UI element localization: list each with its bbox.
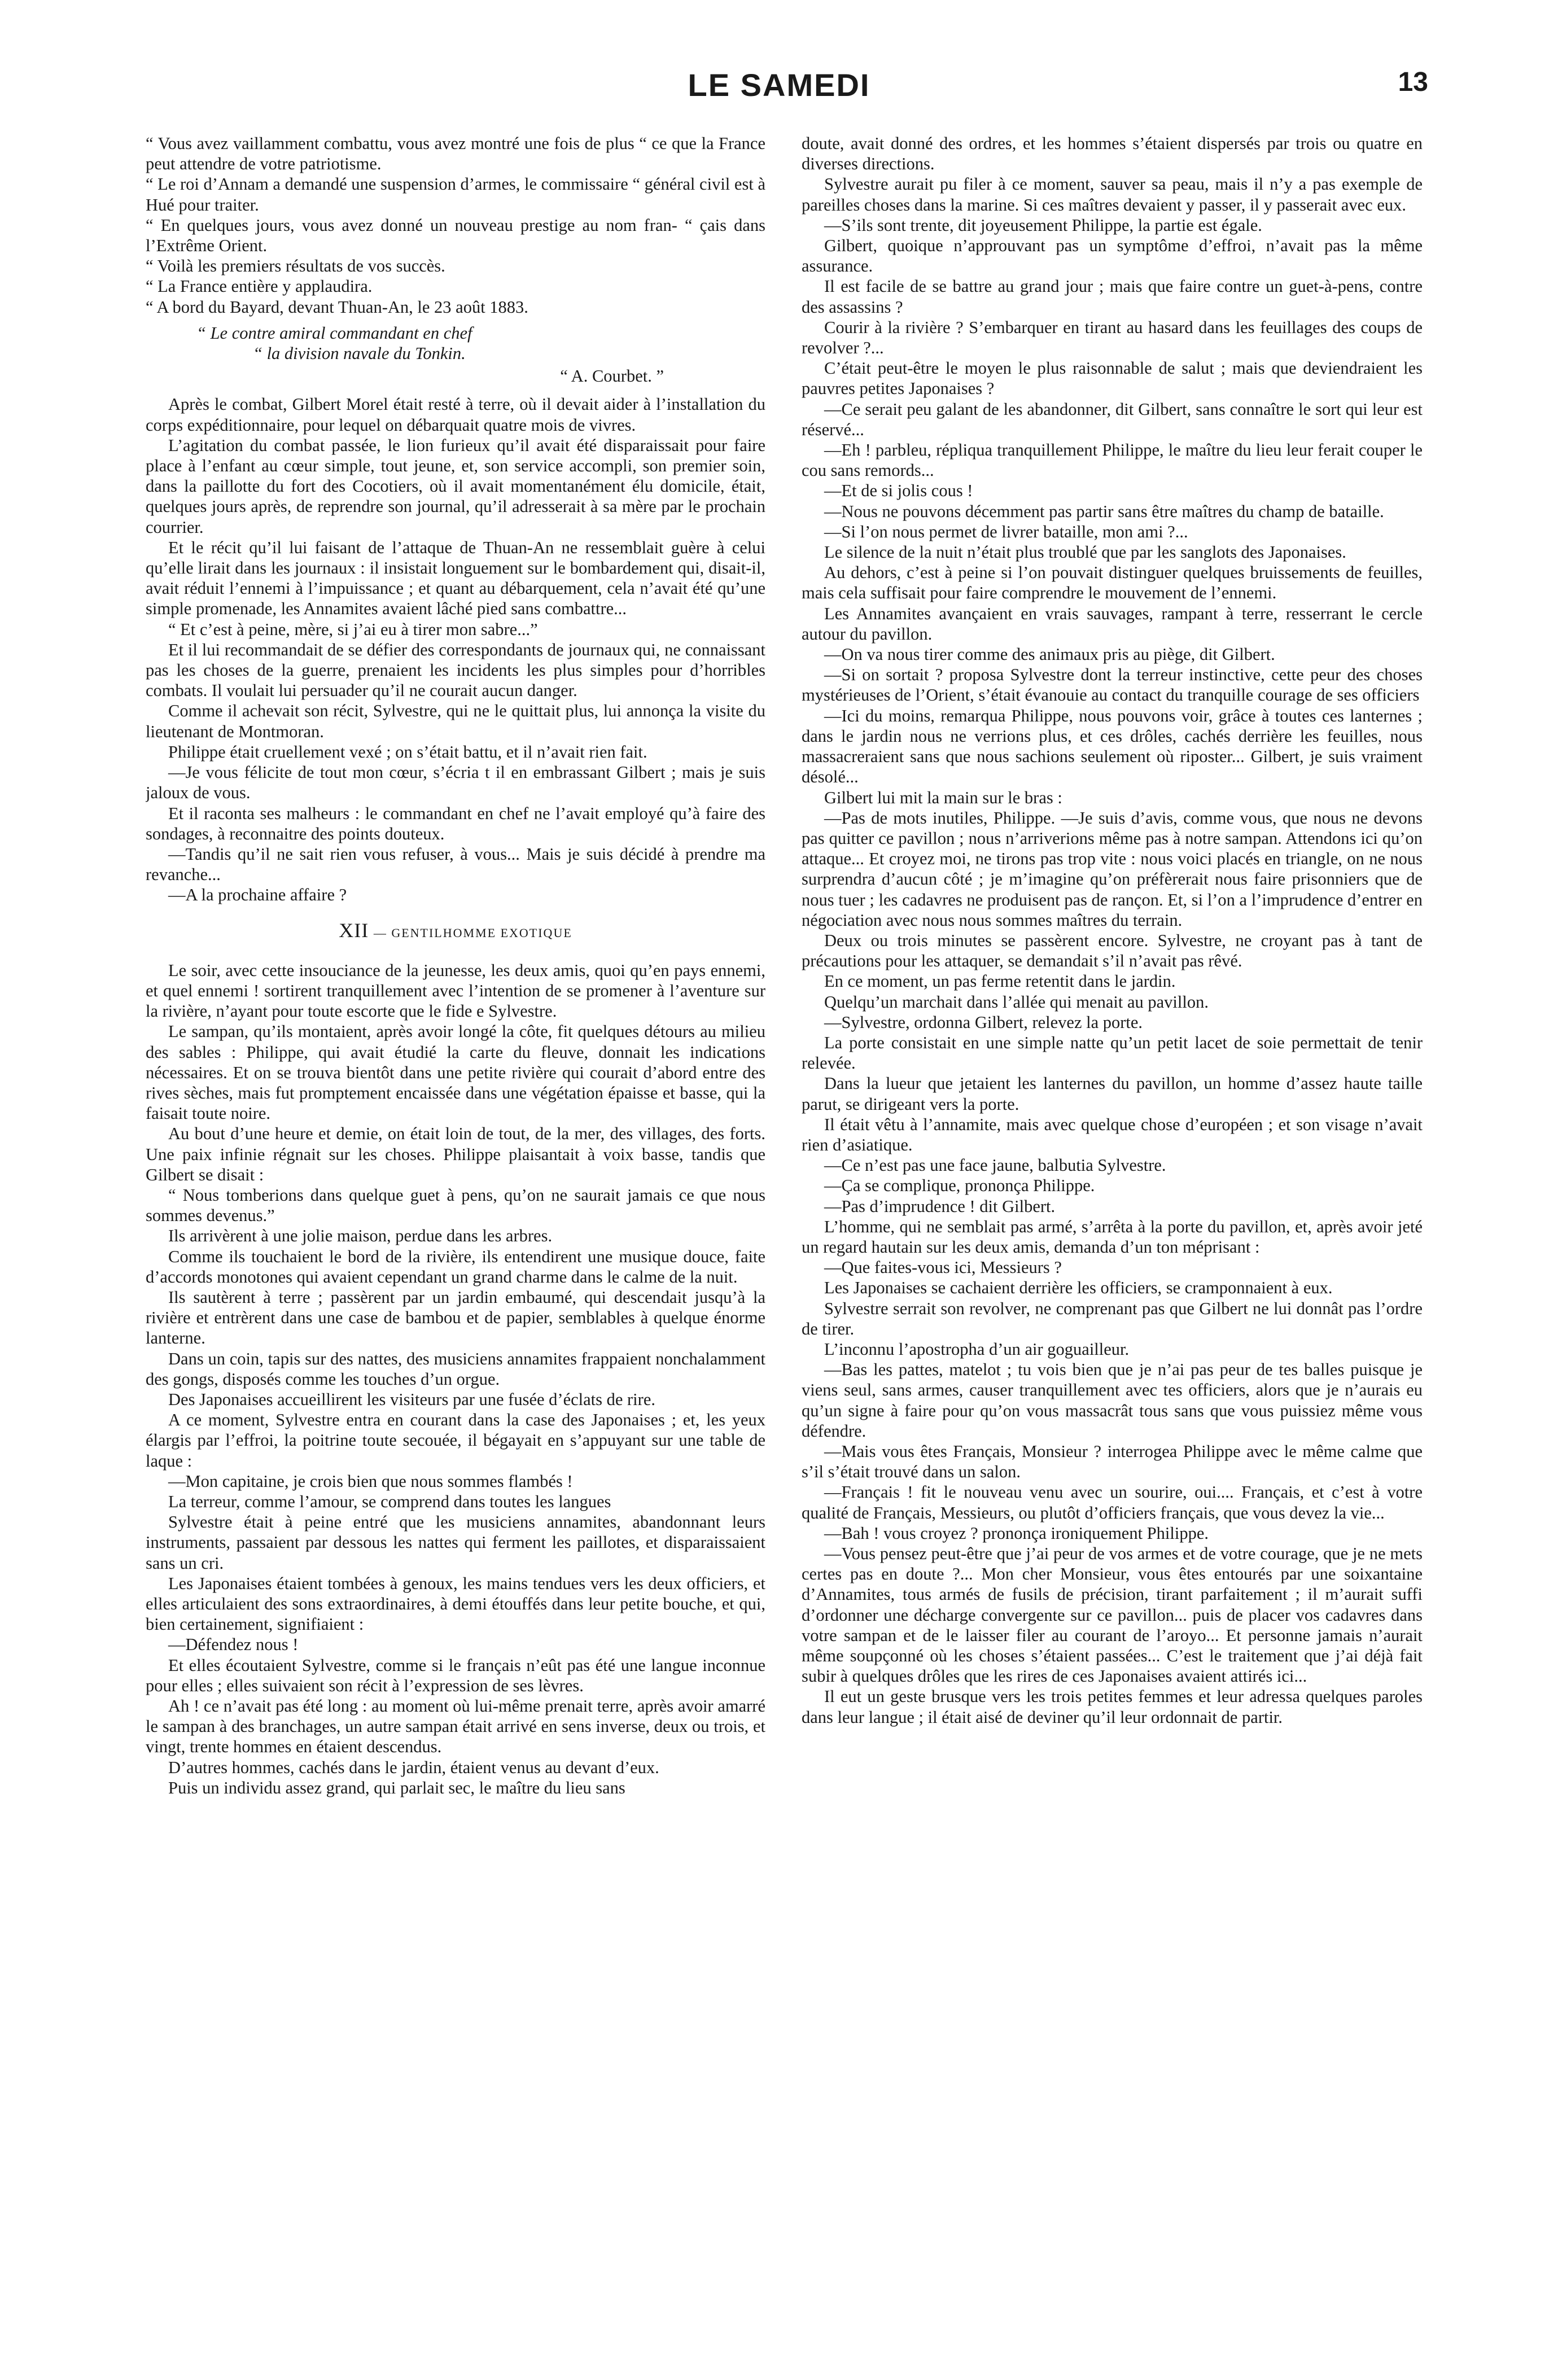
paragraph: Philippe était cruellement vexé ; on s’était battu, et il n’avait rien fait.	[168, 742, 647, 762]
paragraph: Et il raconta ses malheurs : le commandant en chef ne l’avait employé qu’à faire des sondages, à reconnaitre des points douteux.	[146, 803, 765, 843]
masthead: LE SAMEDI	[688, 67, 870, 103]
signature-title-line: “ Le contre amiral commandant en chef	[196, 323, 472, 343]
paragraph: —S’ils sont trente, dit joyeusement Philippe, la partie est égale.	[824, 215, 1262, 235]
paragraph: —Si on sortait ? proposa Sylvestre dont la terreur instinctive, cette peur des choses mystérieuses de l’Orient, s’était évanouie au contact du tranquille courage de ses officiers	[802, 665, 1423, 705]
paragraph: Il eut un geste brusque vers les trois petites femmes et leur adressa quelques paroles dans leur langue ; il était aisé de deviner qu’il leur ordonnait de partir.	[802, 1687, 1423, 1727]
paragraph: Il était vêtu à l’annamite, mais avec quelque chose d’européen ; et son visage n’avait rien d’asiatique.	[802, 1114, 1423, 1154]
paragraph: doute, avait donné des ordres, et les hommes s’étaient dispersés par trois ou quatre en diverses directions.	[802, 134, 1423, 174]
paragraph: L’inconnu l’apostropha d’un air goguailleur.	[824, 1339, 1130, 1359]
paragraph: Et il lui recommandait de se défier des correspondants de journaux qui, ne connaissant pas les choses de la guerre, prenaient les incidents les plus simples pour d’horribles combats. Il voulait lui persuader qu’il ne courait aucun danger.	[146, 640, 765, 701]
paragraph: —Vous pensez peut-être que j’ai peur de vos armes et de votre courage, que je ne mets certes pas en doute ?... Mon cher Monsieur, vous êtes entourés par une soixantaine d’Annamites, tous armés de fusils de précision, tirant parfaitement ; il m’aurait suffi d’ordonner une décharge convergente sur ce pavillon... puis de placer vos cadavres dans votre sampan et de le laisser filer au courant de l’aroyo... Et personne jamais n’aurait même soupçonné où les choses s’étaient passées... C’est le traitement que j’ai déjà fait subir à quelques drôles que les rires de ces Japonaises avaient attirés ici...	[802, 1544, 1423, 1686]
paragraph: —A la prochaine affaire ?	[168, 885, 347, 905]
dispatch-quote-line: “ A bord du Bayard, devant Thuan-An, le 23 août 1883.	[146, 297, 528, 317]
paragraph: Le sampan, qu’ils montaient, après avoir longé la côte, fit quelques détours au milieu des sables : Philippe, qui avait étudié la carte du fleuve, donnait les indications nécessaires. Et on se trouva bientôt dans une petite rivière qui courait d’abord entre des rives sèches, mais fut promptement encaissée dans une végétation épaisse et basse, qui la faisait toute noire.	[146, 1022, 765, 1123]
paragraph: —Que faites-vous ici, Messieurs ?	[824, 1258, 1062, 1278]
chapter-heading	[146, 920, 765, 943]
paragraph: —On va nous tirer comme des animaux pris au piège, dit Gilbert.	[824, 645, 1275, 664]
story-section-c	[802, 133, 1423, 1727]
paragraph: Sylvestre serrait son revolver, ne comprenant pas que Gilbert ne lui donnât pas l’ordre de tirer.	[802, 1298, 1423, 1338]
paragraph: Ils sautèrent à terre ; passèrent par un jardin embaumé, qui descendait jusqu’à la rivière et entrèrent dans une case de bambou et de papier, semblables à quelque énorme lanterne.	[146, 1287, 765, 1348]
paragraph: Et le récit qu’il lui faisant de l’attaque de Thuan-An ne ressemblait guère à celui qu’elle lirait dans les journaux : il insistait longuement sur le bombardement qui, disait-il, avait réduit l’ennemi à l’impuissance ; et quant au débarquement, cela n’avait été qu’une simple promenade, les Annamites avaient lâché pied sans combattre...	[146, 537, 765, 619]
paragraph: Il est facile de se battre au grand jour ; mais que faire contre un guet-à-pens, contre des assassins ?	[802, 277, 1423, 317]
page-header	[130, 67, 1428, 112]
paragraph: —Ça se complique, prononça Philippe.	[824, 1176, 1095, 1196]
paragraph: Ils arrivèrent à une jolie maison, perdue dans les arbres.	[168, 1226, 553, 1246]
paragraph: —Pas de mots inutiles, Philippe. —Je suis d’avis, comme vous, que nous ne devons pas quitter ce pavillon ; nous n’arriverions même pas à notre sampan. Attendons ici qu’on attaque... Et croyez moi, ne tirons pas trop vite : nous voici placés en triangle, on ne nous surprendra d’aucun côté ; je m’imagine qu’on préfèrerait nous faire prisonniers que de nous tuer ; les cadavres ne produisent pas de rançon. Et, si l’on a l’imprudence d’entrer en négociation avec nous nous sommes maîtres du terrain.	[802, 808, 1423, 930]
paragraph: —Bas les pattes, matelot ; tu vois bien que je n’ai pas peur de tes balles puisque je viens seul, sans armes, causer tranquillement avec tes officiers, alors que je n’aurais eu qu’un signe à faire pour qu’on vous massacrât tous sans que vous puissiez même vous défendre.	[802, 1360, 1423, 1441]
paragraph: Sylvestre aurait pu filer à ce moment, sauver sa peau, mais il n’y a pas exemple de pareilles choses dans la marine. Si ces maîtres devaient y passer, il y passerait avec eux.	[802, 174, 1423, 215]
paragraph: La porte consistait en une simple natte qu’un petit lacet de soie permettait de tenir relevée.	[802, 1032, 1423, 1073]
paragraph: L’homme, qui ne semblait pas armé, s’arrêta à la porte du pavillon, et, après avoir jeté un regard hautain sur les deux amis, demanda d’un ton méprisant :	[802, 1217, 1423, 1257]
paragraph: Les Japonaises se cachaient derrière les officiers, se cramponnaient à eux.	[824, 1278, 1333, 1298]
paragraph: Et elles écoutaient Sylvestre, comme si le français n’eût pas été une langue inconnue pour elles ; elles suivaient son récit à l’expression de ses lèvres.	[146, 1655, 765, 1695]
paragraph: Dans un coin, tapis sur des nattes, des musiciens annamites frappaient nonchalamment des gongs, disposés comme les touches d’un orgue.	[146, 1349, 765, 1389]
paragraph: A ce moment, Sylvestre entra en courant dans la case des Japonaises ; et, les yeux élargis par l’effroi, la poitrine toute secouée, il bégayait en s’appuyant sur une table de laque :	[146, 1410, 765, 1471]
paragraph: —Pas d’imprudence ! dit Gilbert.	[824, 1196, 1056, 1216]
paragraph: Le silence de la nuit n’était plus troublé que par les sanglots des Japonaises.	[824, 542, 1346, 562]
paragraph: —Sylvestre, ordonna Gilbert, relevez la porte.	[824, 1012, 1143, 1032]
dispatch-quote-line: “ Voilà les premiers résultats de vos succès.	[146, 256, 445, 276]
paragraph: —Défendez nous !	[168, 1635, 299, 1655]
paragraph: “ Et c’est à peine, mère, si j’ai eu à tirer mon sabre...”	[168, 619, 538, 639]
paragraph: “ Nous tomberions dans quelque guet à pens, qu’on ne saurait jamais ce que nous sommes devenus.”	[146, 1185, 765, 1226]
paragraph: —Si l’on nous permet de livrer bataille, mon ami ?...	[824, 522, 1188, 541]
paragraph: —Français ! fit le nouveau venu avec un sourire, oui.... Français, et c’est à votre qualité de Français, Messieurs, ou plutôt d’officiers français, que vous devez la vie...	[802, 1482, 1423, 1523]
page-number: 13	[1398, 67, 1428, 97]
paragraph: —Ce n’est pas une face jaune, balbutia Sylvestre.	[824, 1156, 1166, 1175]
paragraph: La terreur, comme l’amour, se comprend dans toutes les langues	[168, 1492, 611, 1511]
paragraph: Des Japonaises accueillirent les visiteurs par une fusée d’éclats de rire.	[168, 1389, 655, 1409]
paragraph: —Ce serait peu galant de les abandonner, dit Gilbert, sans connaître le sort qui leur est réservé...	[802, 399, 1423, 439]
paragraph: Les Japonaises étaient tombées à genoux, les mains tendues vers les deux officiers, et elles articulaient des sons extraordinaires, à demi étouffés dans leur petite bouche, et qui, bien certainement, signifiaient :	[146, 1573, 765, 1634]
paragraph: —Bah ! vous croyez ? prononça ironiquement Philippe.	[824, 1523, 1209, 1543]
paragraph: Deux ou trois minutes se passèrent encore. Sylvestre, ne croyant pas à tant de précautions pour les attaquer, se demandait s’il n’avait pas rêvé.	[802, 930, 1423, 971]
paragraph: —Mon capitaine, je crois bien que nous sommes flambés !	[168, 1471, 573, 1491]
paragraph: Sylvestre était à peine entré que les musiciens annamites, abandonnant leurs instruments, passaient par dessous les nattes qui ferment les paillotes, et disparaissaient sans un cri.	[146, 1512, 765, 1573]
paragraph: —Eh ! parbleu, répliqua tranquillement Philippe, le maître du lieu leur ferait couper le cou sans remords...	[802, 440, 1423, 480]
paragraph: Comme ils touchaient le bord de la rivière, ils entendirent une musique douce, faite d’accords monotones qui avaient cependant un grand charme dans le calme de la nuit.	[146, 1246, 765, 1287]
paragraph: Au bout d’une heure et demie, on était loin de tout, de la mer, des villages, des forts. Une paix infinie régnait sur les choses. Philippe plaisantait à voix basse, tandis que Gilbert se disait :	[146, 1124, 765, 1184]
paragraph: —Ici du moins, remarqua Philippe, nous pouvons voir, grâce à toutes ces lanternes ; dans le jardin nous ne verrions plus, et ces drôles, cachés derrière les feuilles, nous massacreraient sans que nous sachions seulement où riposter... Gilbert, je suis vraiment désolé...	[802, 706, 1423, 787]
paragraph: —Nous ne pouvons décemment pas partir sans être maîtres du champ de bataille.	[824, 501, 1384, 521]
paragraph: C’était peut-être le moyen le plus raisonnable de salut ; mais que deviendraient les pauvres petites Japonaises ?	[802, 358, 1423, 399]
paragraph: —Je vous félicite de tout mon cœur, s’écria t il en embrassant Gilbert ; mais je suis jaloux de vous.	[146, 763, 765, 803]
dispatch-quote-line: “ La France entière y applaudira.	[146, 277, 373, 296]
signature-division-line: “ la division navale du Tonkin.	[253, 344, 466, 364]
paragraph: Puis un individu assez grand, qui parlait sec, le maître du lieu sans	[168, 1778, 625, 1797]
paragraph: L’agitation du combat passée, le lion furieux qu’il avait été disparaissait pour faire place à l’enfant au cœur simple, tout jeune, et, son service accompli, son premier soin, dans la paillotte du fort des Cocotiers, où il avait momentanément élu domicile, était, quelques jours après, de reprendre son journal, qu’il adresserait à sa mère par le prochain courrier.	[146, 435, 765, 537]
story-section-b	[146, 960, 765, 1798]
dispatch-quote	[146, 133, 765, 317]
paragraph: Comme il achevait son récit, Sylvestre, qui ne le quittait plus, lui annonça la visite du lieutenant de Montmoran.	[146, 701, 765, 741]
right-column	[802, 133, 1423, 2335]
paragraph: Dans la lueur que jetaient les lanternes du pavillon, un homme d’assez haute taille parut, se dirigeant vers la porte.	[802, 1074, 1423, 1114]
paragraph: Quelqu’un marchait dans l’allée qui menait au pavillon.	[824, 992, 1209, 1012]
paragraph: Le soir, avec cette insouciance de la jeunesse, les deux amis, quoi qu’en pays ennemi, et quel ennemi ! sortirent tranquillement avec l’intention de se promener à l’aventure sur la rivière, n’ayant pour toute escorte que le fide e Sylvestre.	[146, 960, 765, 1021]
paragraph: Ah ! ce n’avait pas été long : au moment où lui-même prenait terre, après avoir amarré le sampan à des branchages, un autre sampan était arrivé en sens inverse, deux ou trois, et vingt, trente hommes en étaient descendus.	[146, 1696, 765, 1757]
paragraph: Gilbert, quoique n’approuvant pas un symptôme d’effroi, n’avait pas la même assurance.	[802, 236, 1423, 276]
left-column	[146, 133, 765, 2335]
story-section-a	[146, 394, 765, 905]
paragraph: —Mais vous êtes Français, Monsieur ? interrogea Philippe avec le même calme que s’il s’était trouvé dans un salon.	[802, 1442, 1423, 1482]
signature-name: “ A. Courbet. ”	[560, 366, 664, 386]
paragraph: Courir à la rivière ? S’embarquer en tirant au hasard dans les feuillages des coups de revolver ?...	[802, 317, 1423, 358]
paragraph: Gilbert lui mit la main sur le bras :	[824, 788, 1062, 807]
dispatch-quote-line: “ Le roi d’Annam a demandé une suspension d’armes, le commissaire “ général civil est à Hué pour traiter.	[146, 174, 765, 215]
paragraph: Au dehors, c’est à peine si l’on pouvait distinguer quelques bruissements de feuilles, mais cela suffisait pour faire comprendre le mouvement de l’ennemi.	[802, 563, 1423, 603]
paragraph: —Et de si jolis cous !	[824, 481, 973, 501]
paragraph: Les Annamites avançaient en vrais sauvages, rampant à terre, resserrant le cercle autour du pavillon.	[802, 603, 1423, 644]
dispatch-quote-line: “ Vous avez vaillamment combattu, vous avez montré une fois de plus “ ce que la France peut attendre de votre patriotisme.	[146, 134, 765, 174]
paragraph: D’autres hommes, cachés dans le jardin, étaient venus au devant d’eux.	[168, 1757, 659, 1777]
dispatch-quote-line: “ En quelques jours, vous avez donné un nouveau prestige au nom fran- “ çais dans l’Extrême Orient.	[146, 215, 765, 256]
chapter-title: — GENTILHOMME EXOTIQUE	[373, 925, 572, 940]
paragraph: En ce moment, un pas ferme retentit dans le jardin.	[824, 972, 1176, 991]
chapter-number: XII	[339, 918, 369, 942]
paragraph: —Tandis qu’il ne sait rien vous refuser, à vous... Mais je suis décidé à prendre ma revanche...	[146, 844, 765, 885]
dispatch-signature	[146, 323, 765, 364]
paragraph: Après le combat, Gilbert Morel était resté à terre, où il devait aider à l’installation du corps expéditionnaire, pour lequel on débarquait quatre mois de vivres.	[146, 395, 765, 435]
